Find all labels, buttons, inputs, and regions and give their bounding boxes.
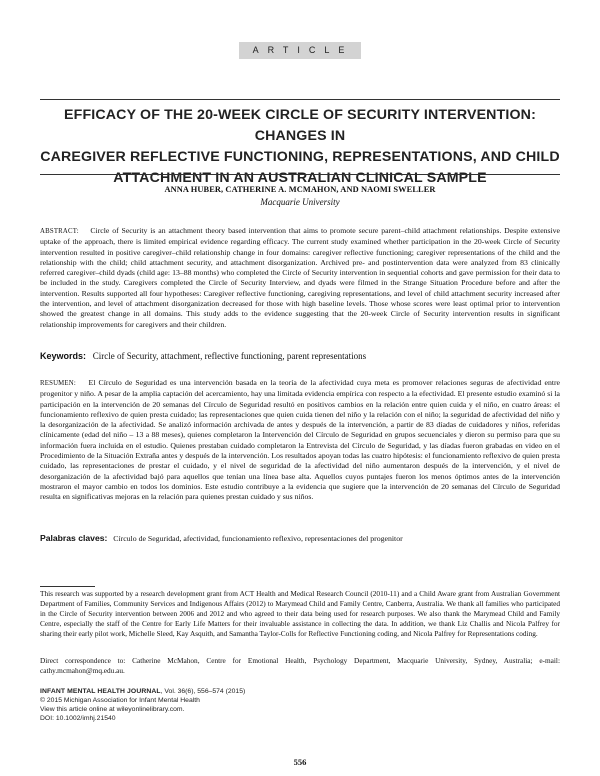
title-line-3: ATTACHMENT IN AN AUSTRALIAN CLINICAL SAMPLE: [113, 170, 487, 186]
title-line-1: EFFICACY OF THE 20-WEEK CIRCLE OF SECURITY INTERVENTION: CHANGES IN: [64, 107, 536, 144]
abstract: [40, 226, 560, 330]
resumen: [40, 378, 560, 503]
author-list: ANNA HUBER, CATHERINE A. MCMAHON, AND NAOMI SWELLER: [164, 185, 436, 194]
author-affiliation: Macquarie University: [260, 197, 340, 207]
journal-doi[interactable]: DOI: 10.1002/imhj.21540: [40, 715, 116, 722]
journal-copyright: © 2015 Michigan Association for Infant Mental Health: [40, 697, 200, 704]
article-title: [40, 105, 560, 189]
journal-citation: [40, 687, 245, 696]
correspondence-footnote: Direct correspondence to: Catherine McMahon, Centre for Emotional Health, Psychology Department, Macquarie University, Sydney, Australia; e-mail: cathy.mcmahon@mq.edu.au.: [40, 656, 560, 675]
footnote-rule: [40, 586, 95, 587]
page-number: 556: [293, 757, 307, 767]
resumen-label: RESUMEN:: [40, 380, 76, 387]
funding-footnote: This research was supported by a research development grant from ACT Health and Medical Research Council (2010-11) and a Child Aware grant from Australian Government Department of Families, Community Services and Indigenous Affairs (2012) to Marymead Child and Family Centre, Canberra, Australia. We thank all families who participated in the Circle of Security intervention between 2006 and 2012 and who agreed to their data being used for research purposes. We also thank the Marymead Child and Family Centre, especially the staff of the Centre for Early Life Matters for their invaluable assistance in collecting the data. In addition, we thank Liz Challis and Nicola Palfrey for sharing their early pilot work, Michelle Sleed, Kay Asquith, and Samantha Taylor-Colls for Reflective Functioning coding, and Nicola Palfrey for Representations coding.: [40, 589, 560, 638]
palabras-label: Palabras claves:: [40, 533, 108, 543]
title-line-2: CAREGIVER REFLECTIVE FUNCTIONING, REPRESENTATIONS, AND CHILD: [40, 149, 560, 165]
journal-online-link[interactable]: View this article online at wileyonlinelibrary.com.: [40, 706, 185, 713]
title-top-rule: [40, 99, 560, 100]
abstract-label: ABSTRACT:: [40, 228, 79, 235]
keywords-label: Keywords:: [40, 351, 87, 361]
palabras-text: Círculo de Seguridad, afectividad, funcionamiento reflexivo, representaciones del progenitor: [113, 534, 403, 543]
palabras-claves: [40, 533, 560, 543]
abstract-text: Circle of Security is an attachment theory based intervention that aims to promote secure parent–child attachment relationships. Despite extensive uptake of the approach, there is limited empirical evidence regarding efficacy. The current study examined whether participation in the 20-week Circle of Security intervention resulted in positive caregiver–child relationship change in four domains: caregiver reflective functioning; caregiver representations of the child and the relationship with the child; child attachment security, and attachment disorganization. Archived pre- and postintervention data were analyzed from 83 clinically referred caregiver–child dyads (child age: 13–88 months) who completed the Circle of Security intervention in sequential cohorts and gave permission for their data to be included in the study. Caregivers completed the Circle of Security Interview, and dyads were filmed in the Strange Situation Procedure before and after the intervention. Results supported all four hypotheses: Caregiver reflective functioning, caregiving representations, and level of child attachment security increased after the intervention, and level of attachment disorganization decreased for those with high baseline levels. Those whose scores were least optimal prior to intervention showed the greatest change in all domains. This study adds to the evidence suggesting that the 20-week Circle of Security intervention results in significant relationship improvements for caregivers and their children.: [40, 226, 560, 329]
keywords-text: Circle of Security, attachment, reflective functioning, parent representations: [92, 351, 367, 361]
resumen-text: El Círculo de Seguridad es una intervención basada en la teoría de la afectividad cuya meta es promover relaciones seguras de afectividad entre progenitor y niño. A pesar de la amplia captación del acercamiento, hay una limitada evidencia empírica con respecto a la efectividad. El presente estudio examinó si la participación en la intervención de 20 semanas del Círculo de Seguridad resultó en positivos cambios en la relación entre quien cuida y el niño, en cuatro áreas: el funcionamiento reflexivo de quien presta cuidado; las representaciones que quien cuida tienen del niño y la relación con el niño; la seguridad de afectividad del niño y la desorganización de la afectividad. Se analizó información archivada de antes y después de la intervención, a partir de 83 díadas de cuidadores y niños, referidas clínicamente (edad del niño – 13 a 88 meses), quienes completaron la Intervención del Círculo de Seguridad en grupos secuenciales y dieron su permiso para que su información fuera incluida en el estudio. Quienes prestaban cuidado completaron la Entrevista del Círculo de Seguridad, y las díadas fueron grabadas en video en el Procedimiento de la Situación Extraña antes y después de la intervención. Los resultados apoyan todas las cuatro hipótesis: el funcionamiento reflexivo de quien presta cuidado, las representaciones de prestar el cuidado, y el nivel de seguridad de la afectividad del niño aumentaron después de la intervención, y el nivel de desorganización de la afectividad bajó para aquellos que tenían una línea base alta. Aquellos cuyos puntajes fueron los menos óptimos antes de la intervención mostraron el mayor cambio en todos los dominios. Este estudio contribuye a la evidencia que sugiere que la intervención de 20 semanas del Círculo de Seguridad resulta en significativas mejoras en la relación para quienes prestan cuidado y sus niños.: [40, 378, 560, 502]
keywords: [40, 351, 560, 361]
article-type-label: ARTICLE: [239, 42, 361, 59]
journal-info: [40, 687, 245, 723]
title-bottom-rule: [40, 174, 560, 175]
journal-name: INFANT MENTAL HEALTH JOURNAL: [40, 688, 161, 695]
journal-volume: , Vol. 36(6), 556–574 (2015): [160, 688, 246, 695]
